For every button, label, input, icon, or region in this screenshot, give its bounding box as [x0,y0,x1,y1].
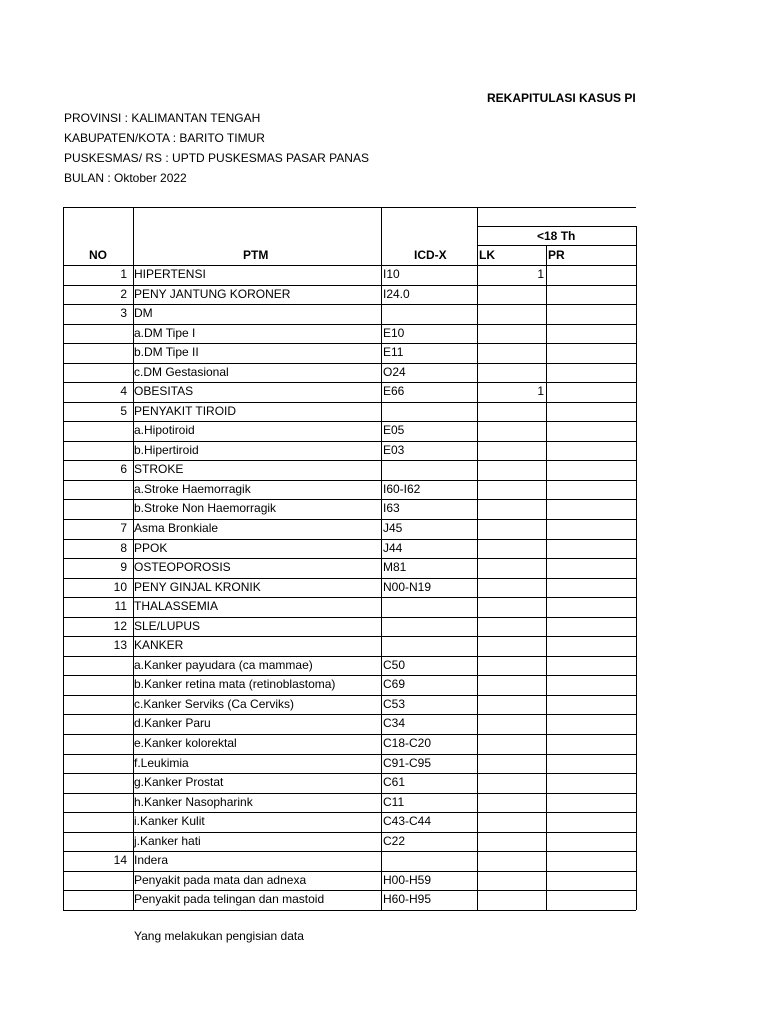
row-icd: E10 [383,326,405,340]
row-icd: E66 [383,384,405,398]
row-ptm: THALASSEMIA [134,599,219,613]
row-no: 12 [113,619,127,633]
row-no: 14 [113,853,127,867]
row-ptm: Asma Bronkiale [134,521,219,535]
row-icd: C69 [383,677,406,691]
row-icd: J45 [383,521,403,535]
row-icd: C34 [383,716,406,730]
header-lk: LK [479,248,495,262]
row-ptm: c.Kanker Serviks (Ca Cerviks) [134,697,295,711]
row-icd: N00-N19 [383,580,432,594]
row-no: 5 [120,404,127,418]
col-border-right [636,226,637,910]
row-ptm: j.Kanker hati [134,834,201,848]
row-no: 4 [120,384,127,398]
puskesmas-line: PUSKESMAS/ RS : UPTD PUSKESMAS PASAR PANAS [64,151,369,165]
row-icd: O24 [383,365,406,379]
row-no: 9 [120,560,127,574]
row-ptm: b.DM Tipe II [134,345,199,359]
age-group-bottom-border [477,245,636,246]
row-icd: C50 [383,658,406,672]
row-ptm: PENYAKIT TIROID [134,404,237,418]
row-ptm: a.Kanker payudara (ca mammae) [134,658,313,672]
row-lk: 1 [537,267,544,281]
row-ptm: d.Kanker Paru [134,716,211,730]
row-no: 6 [120,462,127,476]
row-icd: H60-H95 [383,892,432,906]
row-ptm: a.Hipotiroid [134,423,195,437]
row-no: 2 [120,287,127,301]
row-icd: C91-C95 [383,756,432,770]
row-ptm: b.Stroke Non Haemorragik [134,501,277,515]
row-no: 7 [120,521,127,535]
row-no: 8 [120,541,127,555]
header-no: NO [89,248,107,262]
row-ptm: PENY GINJAL KRONIK [134,580,261,594]
header-pr: PR [548,248,565,262]
row-ptm: b.Hipertiroid [134,443,199,457]
row-ptm: DM [134,306,153,320]
row-ptm: g.Kanker Prostat [134,775,224,789]
row-no: 11 [114,599,127,613]
row-icd: H00-H59 [383,873,432,887]
row-icd: I63 [383,501,400,515]
row-icd: M81 [383,560,407,574]
row-ptm: OSTEOPOROSIS [134,560,231,574]
kabupaten-line: KABUPATEN/KOTA : BARITO TIMUR [64,131,265,145]
row-icd: I10 [383,267,400,281]
header-icd: ICD-X [414,248,447,262]
row-lk: 1 [537,384,544,398]
provinsi-line: PROVINSI : KALIMANTAN TENGAH [64,111,261,125]
row-ptm: b.Kanker retina mata (retinoblastoma) [134,677,336,691]
row-no: 3 [120,306,127,320]
row-icd: C61 [383,775,406,789]
header-ptm: PTM [243,248,269,262]
header-age-group: <18 Th [537,229,576,243]
row-ptm: Penyakit pada mata dan adnexa [134,873,307,887]
row-ptm: OBESITAS [134,384,194,398]
row-icd: E03 [383,443,405,457]
row-ptm: STROKE [134,462,184,476]
row-icd: E11 [383,345,404,359]
row-ptm: e.Kanker kolorektal [134,736,237,750]
row-ptm: HIPERTENSI [134,267,206,281]
row-no: 1 [120,267,127,281]
row-border [63,910,636,911]
row-ptm: Penyakit pada telingan dan mastoid [134,892,325,906]
signer-label: Yang melakukan pengisian data [134,929,304,943]
row-ptm: f.Leukimia [134,756,189,770]
row-ptm: PPOK [134,541,168,555]
row-icd: C11 [383,795,405,809]
row-ptm: Indera [134,853,169,867]
row-ptm: c.DM Gestasional [134,365,229,379]
row-icd: J44 [383,541,403,555]
age-group-top-border [477,226,636,227]
row-icd: C22 [383,834,406,848]
row-icd: C18-C20 [383,736,432,750]
row-icd: C43-C44 [383,814,432,828]
table-top-border [63,207,636,208]
row-icd: I24.0 [383,287,410,301]
row-icd: E05 [383,423,405,437]
report-title: REKAPITULASI KASUS PI [487,91,636,105]
row-ptm: a.Stroke Haemorragik [134,482,251,496]
row-ptm: i.Kanker Kulit [134,814,205,828]
row-ptm: SLE/LUPUS [134,619,201,633]
row-no: 10 [113,580,127,594]
row-no: 13 [113,638,127,652]
bulan-line: BULAN : Oktober 2022 [64,171,187,185]
row-ptm: KANKER [134,638,184,652]
row-ptm: PENY JANTUNG KORONER [134,287,291,301]
row-ptm: h.Kanker Nasopharink [134,795,253,809]
row-icd: I60-I62 [383,482,421,496]
row-ptm: a.DM Tipe I [134,326,196,340]
row-icd: C53 [383,697,406,711]
